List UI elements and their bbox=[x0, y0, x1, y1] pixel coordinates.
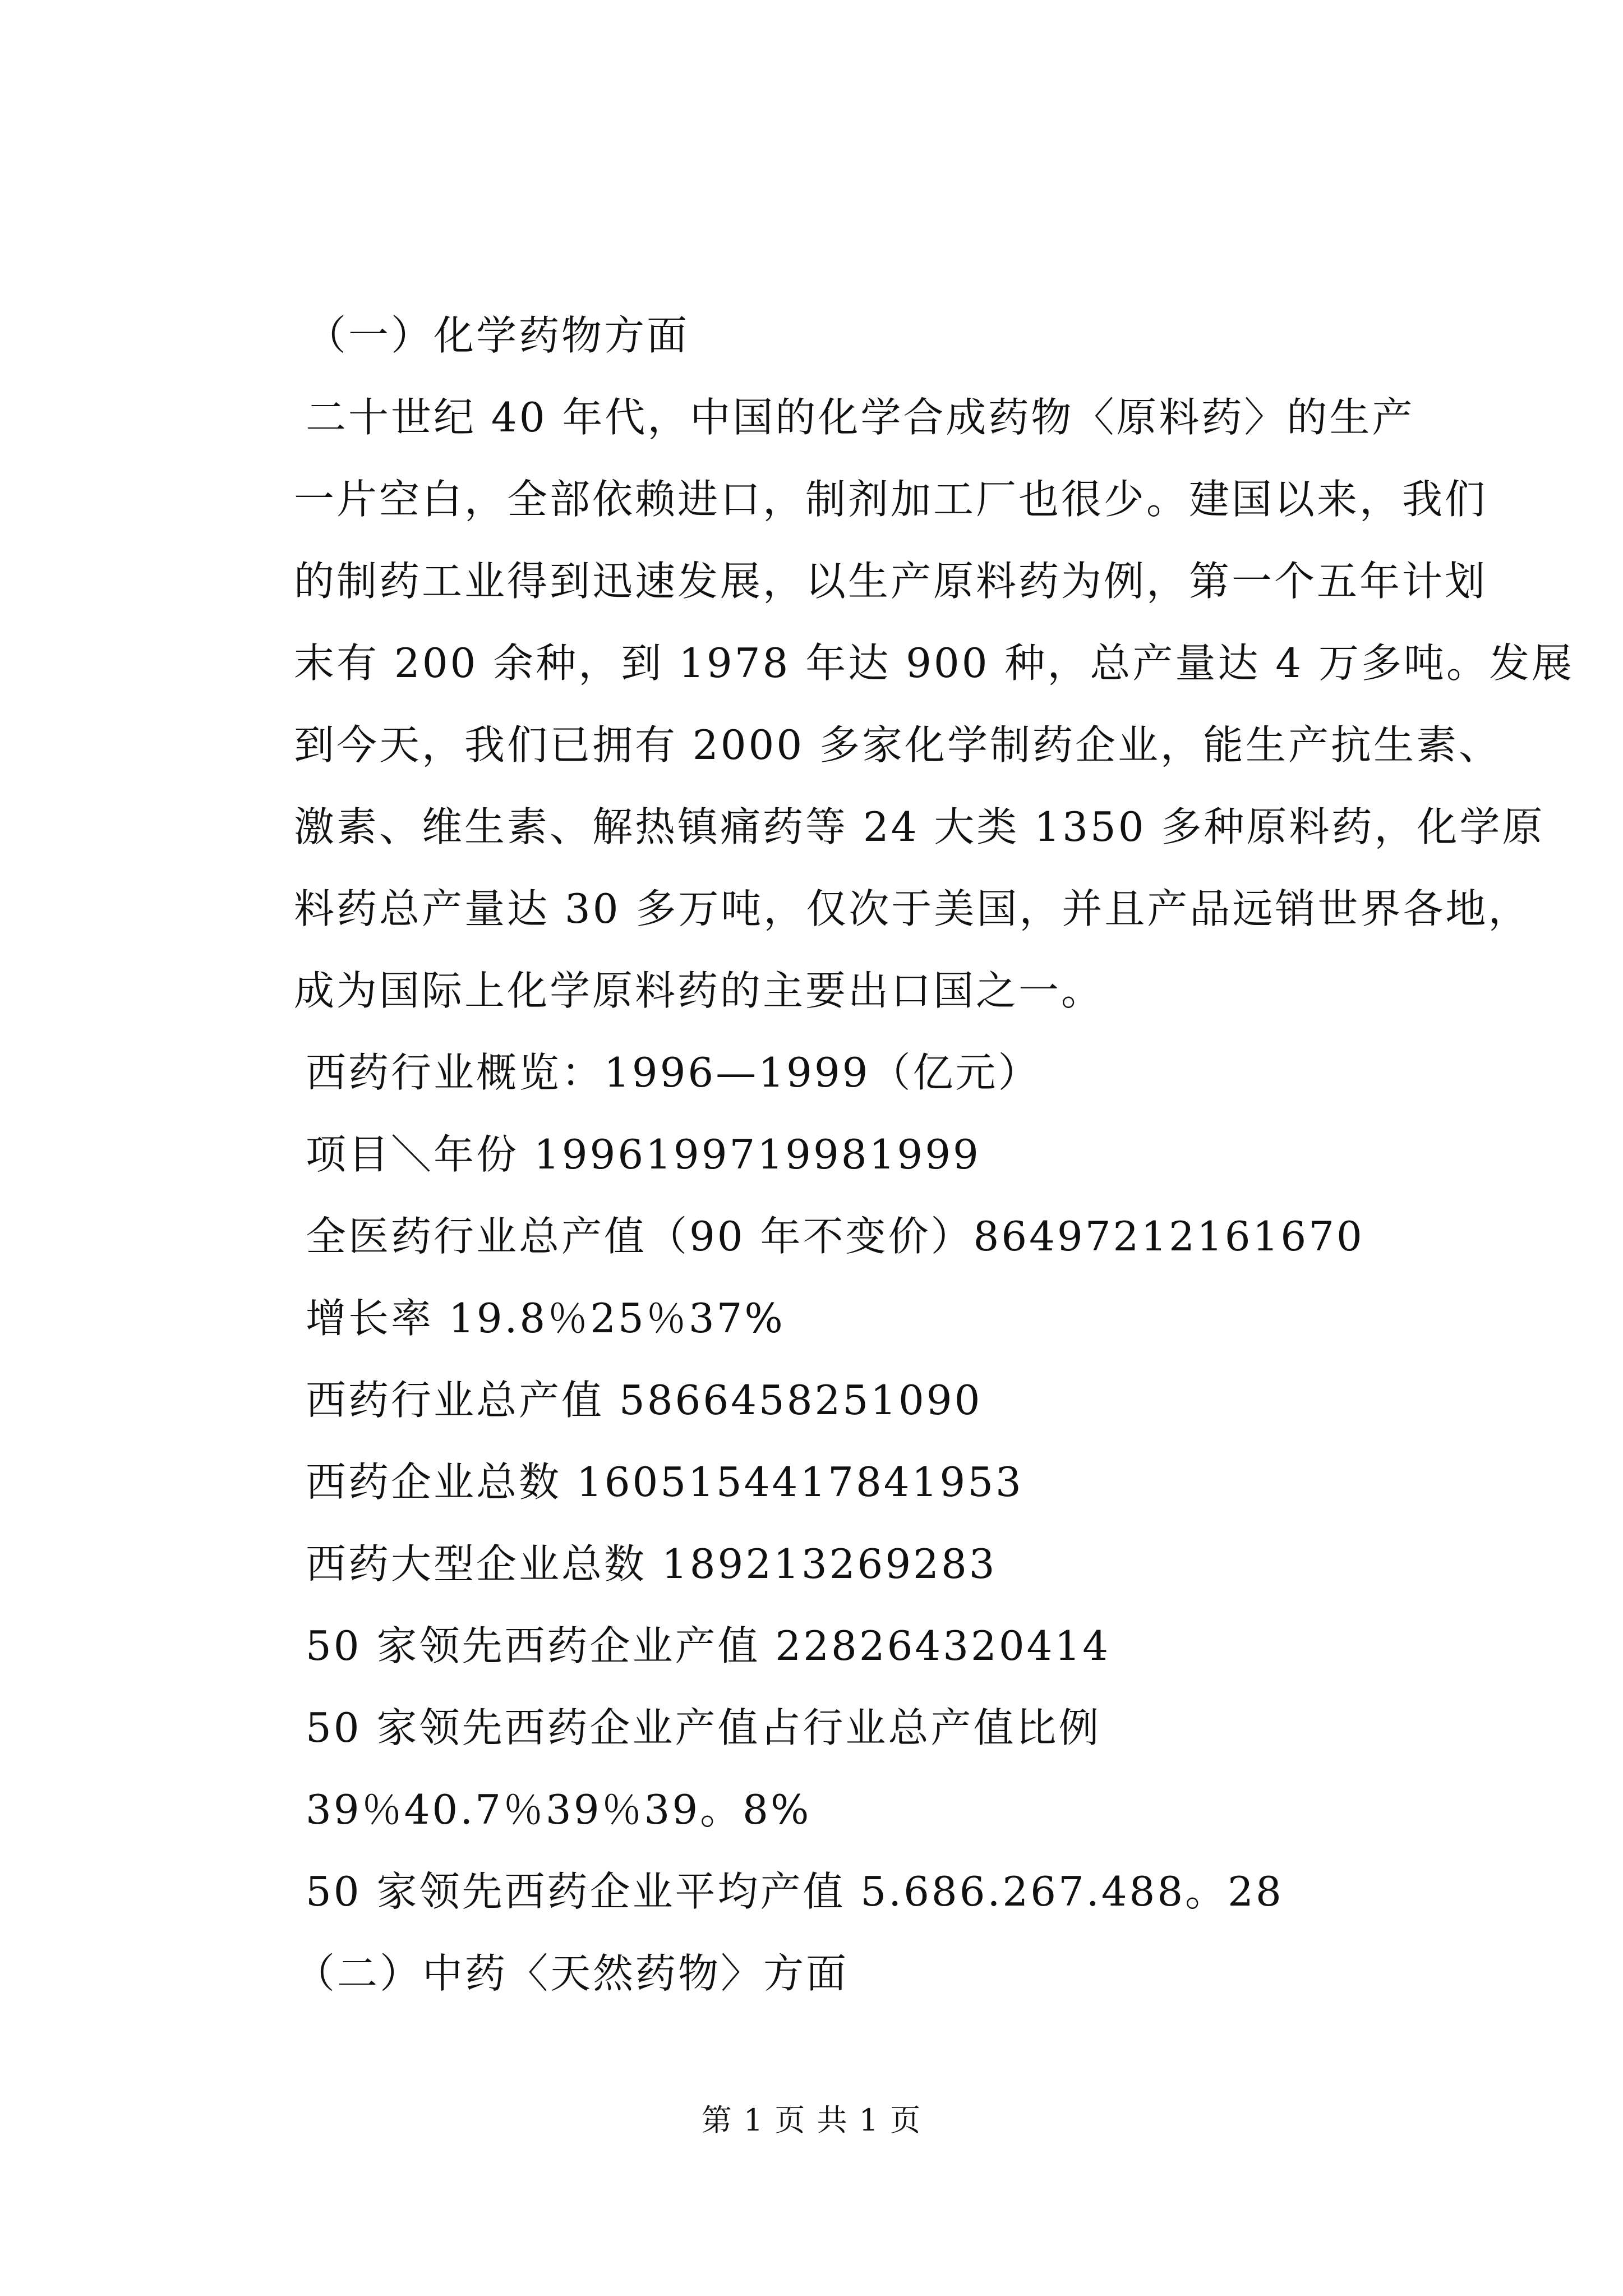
paragraph-line: 一片空白，全部依赖进口，制剂加工厂也很少。建国以来，我们 bbox=[294, 476, 1488, 523]
page-footer: 第 1 页 共 1 页 bbox=[701, 2102, 922, 2138]
table-row: 西药行业总产值 5866458251090 bbox=[306, 1377, 983, 1424]
table-row: 增长率 19.8％25％37% bbox=[306, 1295, 785, 1342]
table-row: 西药企业总数 1605154417841953 bbox=[306, 1458, 1023, 1506]
paragraph-line: 的制药工业得到迅速发展，以生产原料药为例，第一个五年计划 bbox=[294, 558, 1488, 605]
paragraph-line: 末有 200 余种，到 1978 年达 900 种，总产量达 4 万多吨。发展 bbox=[294, 639, 1574, 687]
table-as-text bbox=[306, 1114, 1450, 1932]
section-heading-chemical-drugs: （一）化学药物方面 bbox=[306, 312, 690, 359]
paragraph-line: 料药总产量达 30 多万吨，仅次于美国，并且产品远销世界各地， bbox=[294, 885, 1531, 932]
section-heading-tcm: （二）中药〈天然药物〉方面 bbox=[294, 1950, 849, 1997]
table-row: 50 家领先西药企业平均产值 5.686.267.488。28 bbox=[306, 1868, 1284, 1915]
paragraph-chemical-drugs bbox=[294, 376, 1574, 1032]
paragraph-line: 二十世纪 40 年代，中国的化学合成药物〈原料药〉的生产 bbox=[306, 394, 1415, 441]
table-title: 西药行业概览：1996—1999（亿元） bbox=[306, 1049, 1041, 1096]
paragraph-line: 到今天，我们已拥有 2000 多家化学制药企业，能生产抗生素、 bbox=[294, 721, 1502, 769]
paragraph-line: 激素、维生素、解热镇痛药等 24 大类 1350 多种原料药，化学原 bbox=[294, 803, 1545, 850]
table-row: 项目＼年份 1996199719981999 bbox=[306, 1131, 981, 1178]
document-body bbox=[294, 295, 1574, 2014]
table-row: 50 家领先西药企业产值 228264320414 bbox=[306, 1622, 1111, 1669]
table-row: 西药大型企业总数 189213269283 bbox=[306, 1540, 997, 1588]
table-row: 39％40.7％39％39。8% bbox=[306, 1786, 811, 1833]
table-row: 50 家领先西药企业产值占行业总产值比例 bbox=[306, 1704, 1101, 1751]
table-row: 全医药行业总产值（90 年不变价）86497212161670 bbox=[306, 1213, 1364, 1260]
paragraph-line: 成为国际上化学原料药的主要出口国之一。 bbox=[294, 967, 1104, 1014]
